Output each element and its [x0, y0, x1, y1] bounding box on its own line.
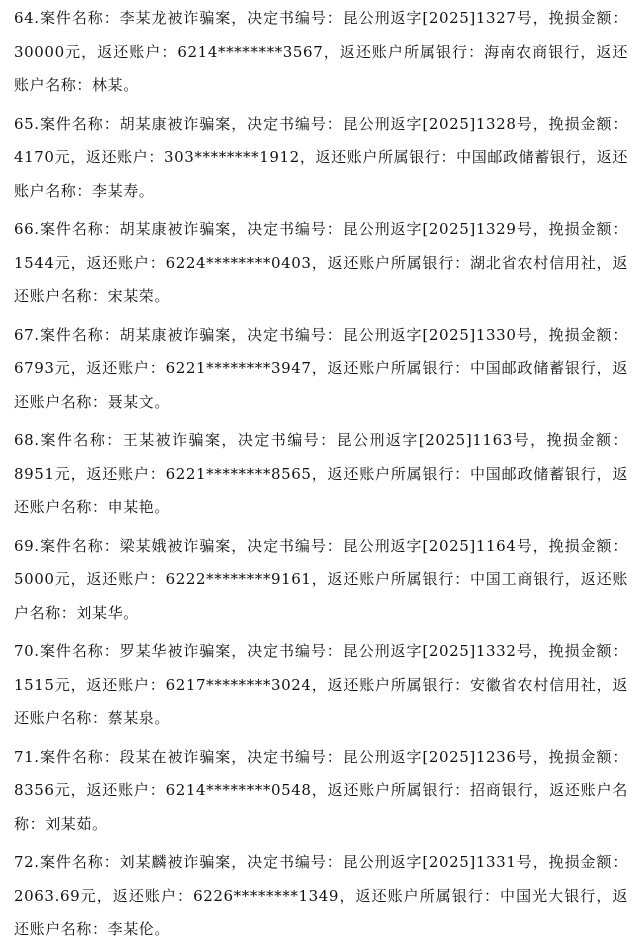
case-entry-71: 71.案件名称：段某在被诈骗案，决定书编号：昆公刑返字[2025]1236号，挽损金额：8356元，返还账户：6214********0548，返还账户所属银行：招商银行，返还账户名称：刘某茹。	[14, 747, 628, 833]
case-entry-70: 70.案件名称：罗某华被诈骗案，决定书编号：昆公刑返字[2025]1332号，挽损金额：1515元，返还账户：6217********3024，返还账户所属银行：安徽省农村信用社，返还账户名称：蔡某泉。	[14, 642, 628, 727]
case-entry-67: 67.案件名称：胡某康被诈骗案，决定书编号：昆公刑返字[2025]1330号，挽损金额：6793元，返还账户：6221********3947，返还账户所属银行：中国邮政储蓄银行，返还账户名称：聂某文。	[14, 325, 628, 411]
case-entry-68: 68.案件名称：王某被诈骗案，决定书编号：昆公刑返字[2025]1163号，挽损金额：8951元，返还账户：6221********8565，返还账户所属银行：中国邮政储蓄银行，返还账户名称：申某艳。	[14, 431, 628, 516]
case-entry-66: 66.案件名称：胡某康被诈骗案，决定书编号：昆公刑返字[2025]1329号，挽损金额：1544元，返还账户：6224********0403，返还账户所属银行：湖北省农村信用社，返还账户名称：宋某荣。	[14, 220, 628, 305]
case-entry-64: 64.案件名称：李某龙被诈骗案，决定书编号：昆公刑返字[2025]1327号，挽损金额：30000元，返还账户：6214********3567，返还账户所属银行：海南农商银行，返还账户名称：林某。	[14, 9, 628, 94]
case-entry-69: 69.案件名称：梁某娥被诈骗案，决定书编号：昆公刑返字[2025]1164号，挽损金额：5000元，返还账户：6222********9161，返还账户所属银行：中国工商银行，返还账户名称：刘某华。	[14, 536, 628, 622]
case-entry-72: 72.案件名称：刘某麟被诈骗案，决定书编号：昆公刑返字[2025]1331号，挽损金额：2063.69元，返还账户：6226********1349，返还账户所属银行：中国光大银行，返还账户名称：李某伦。	[14, 853, 628, 938]
case-entry-65: 65.案件名称：胡某康被诈骗案，决定书编号：昆公刑返字[2025]1328号，挽损金额：4170元，返还账户：303********1912，返还账户所属银行：中国邮政储蓄银行，返还账户名称：李某寿。	[14, 114, 628, 200]
document-body	[14, 2, 628, 952]
